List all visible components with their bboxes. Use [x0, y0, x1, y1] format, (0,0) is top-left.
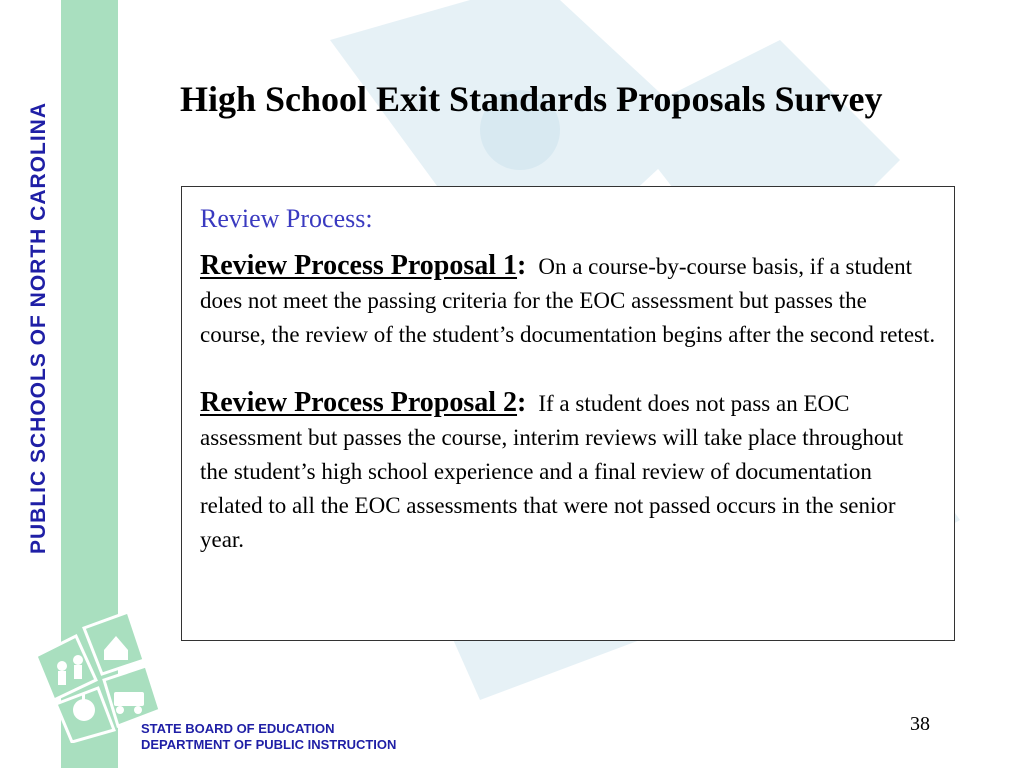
- proposal-1-label: Review Process Proposal 1: [200, 250, 518, 281]
- content-box: [181, 186, 955, 641]
- footer-line-2: DEPARTMENT OF PUBLIC INSTRUCTION: [141, 737, 397, 752]
- proposal-2-text: If a student does not pass an EOC assessment but passes the course, interim reviews will take place throughout the student’s high school experience and a final review of documentation related to all the EOC assessments that were not passed occurs in the senior year.: [200, 391, 904, 552]
- proposal-1-colon: :: [517, 250, 527, 281]
- proposal-1: [200, 249, 936, 352]
- proposal-2-colon: :: [517, 387, 527, 418]
- page-number: 38: [910, 713, 930, 735]
- section-heading: Review Process:: [200, 204, 373, 233]
- proposal-1-text: On a course-by-course basis, if a student does not meet the passing criteria for the EOC assessment but passes the course, the review of the student’s documentation begins after the second retest.: [200, 254, 936, 347]
- slide-title: High School Exit Standards Proposals Survey: [180, 79, 883, 119]
- proposal-2: [200, 386, 936, 557]
- footer-line-1: STATE BOARD OF EDUCATION: [141, 721, 335, 736]
- sidebar-vertical-title: PUBLIC SCHOOLS OF NORTH CAROLINA: [27, 102, 50, 554]
- footer: [141, 721, 396, 753]
- proposal-2-label: Review Process Proposal 2: [200, 387, 518, 418]
